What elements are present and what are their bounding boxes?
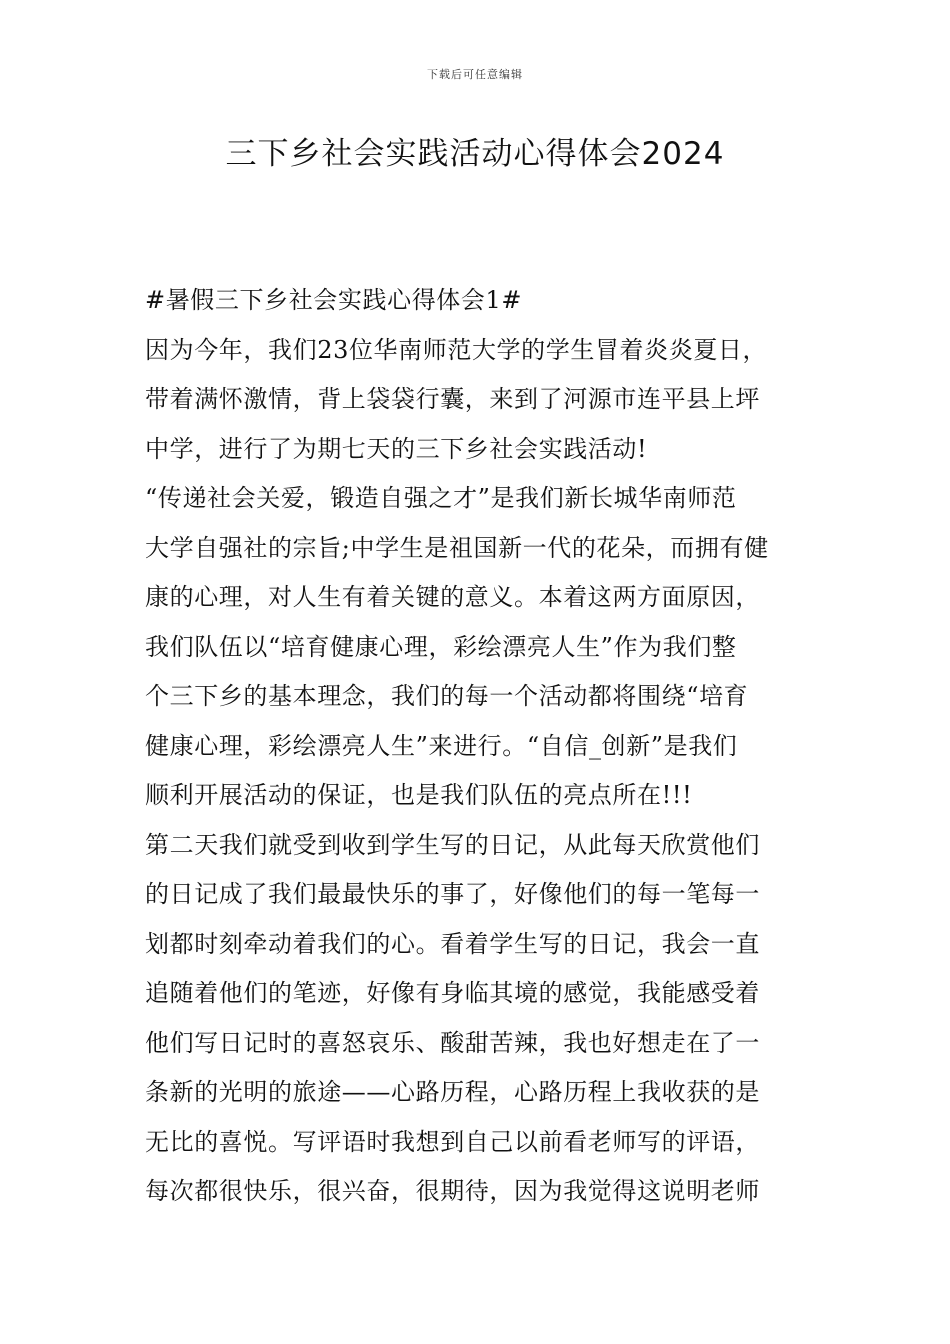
header-note: 下载后可任意编辑 bbox=[427, 68, 523, 81]
text-line: 条新的光明的旅途——心路历程，心路历程上我收获的是 bbox=[145, 1078, 760, 1106]
text-line: 无比的喜悦。写评语时我想到自己以前看老师写的评语， bbox=[145, 1127, 760, 1156]
text-line: 他们写日记时的喜怒哀乐、酸甜苦辣，我也好想走在了一 bbox=[145, 1028, 760, 1057]
body-text bbox=[145, 276, 810, 1217]
text-line: 带着满怀激情，背上袋袋行囊，来到了河源市连平县上坪 bbox=[145, 385, 760, 413]
text-line: 个三下乡的基本理念，我们的每一个活动都将围绕“培育 bbox=[145, 682, 749, 710]
text-line: 追随着他们的笔迹，好像有身临其境的感觉，我能感受着 bbox=[145, 979, 760, 1007]
text-line: 因为今年，我们23位华南师范大学的学生冒着炎炎夏日， bbox=[145, 335, 768, 364]
text-line: 每次都很快乐，很兴奋，很期待，因为我觉得这说明老师 bbox=[145, 1177, 760, 1205]
text-line: 康的心理，对人生有着关键的意义。本着这两方面原因， bbox=[145, 583, 760, 611]
text-line: 大学自强社的宗旨;中学生是祖国新一代的花朵，而拥有健 bbox=[145, 533, 769, 562]
text-line: 我们队伍以“培育健康心理，彩绘漂亮人生”作为我们整 bbox=[145, 632, 737, 661]
text-line: 顺利开展活动的保证，也是我们队伍的亮点所在!!! bbox=[145, 781, 693, 809]
text-line-heading: #暑假三下乡社会实践心得体会1# bbox=[145, 286, 523, 314]
text-line: 中学，进行了为期七天的三下乡社会实践活动! bbox=[145, 434, 648, 463]
document-title: 三下乡社会实践活动心得体会2024 bbox=[225, 136, 725, 172]
text-line: 健康心理，彩绘漂亮人生”来进行。“自信_创新”是我们 bbox=[145, 731, 738, 760]
text-line: “传递社会关爱，锻造自强之才”是我们新长城华南师范 bbox=[145, 484, 737, 512]
text-line: 划都时刻牵动着我们的心。看着学生写的日记，我会一直 bbox=[145, 929, 760, 958]
text-line: 第二天我们就受到收到学生写的日记，从此每天欣赏他们 bbox=[145, 830, 760, 859]
text-line: 的日记成了我们最最快乐的事了，好像他们的每一笔每一 bbox=[145, 880, 760, 908]
